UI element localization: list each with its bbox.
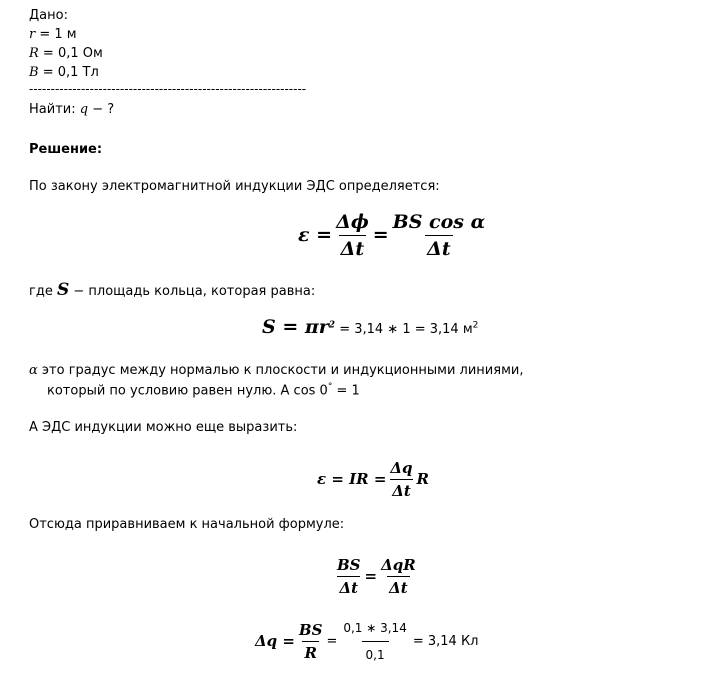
equate-mid: = <box>364 567 378 585</box>
emf-lhs: ε = <box>298 224 333 246</box>
where-a: где <box>29 284 57 299</box>
alpha-symbol: α <box>29 363 38 378</box>
given-B <box>29 65 99 80</box>
emf-mid: = <box>372 224 389 246</box>
emf-ir-den: Δt <box>390 479 413 500</box>
find-line <box>29 102 114 117</box>
emf-num-1: Δϕ <box>336 210 369 233</box>
equate-num-2: ΔqR <box>381 555 416 574</box>
emf-equation <box>298 210 489 260</box>
find-var: q <box>79 102 89 117</box>
given-heading: Дано: <box>29 8 68 23</box>
area-lhs: S = πr <box>262 316 329 338</box>
charge-rhs: = 3,14 Кл <box>412 633 479 649</box>
area-rhs: = 3,14 ∗ 1 = 3,14 м <box>335 322 473 337</box>
alpha-line-2 <box>47 382 360 398</box>
emf-ir-tail: R <box>416 470 430 488</box>
alpha-line-1 <box>29 363 523 378</box>
emf-den-2: Δt <box>425 235 453 260</box>
equate-fraction-2 <box>379 556 418 597</box>
alpha-text-1: это градус между нормалью к плоскости и индукционными линиями, <box>37 363 524 378</box>
intro-text: По закону электромагнитной индукции ЭДС определяется: <box>29 179 440 194</box>
r-value: = 1 м <box>35 27 77 42</box>
charge-num-1: BS <box>298 620 323 639</box>
equate-equation <box>333 551 420 601</box>
alpha-text-2: который по условию равен нулю. А cos 0 <box>47 383 328 399</box>
equate-den-1: Δt <box>337 576 360 597</box>
equate-line: Отсюда приравниваем к начальной формуле: <box>29 517 345 532</box>
area-unit-exp: 2 <box>472 320 479 331</box>
given-separator: ---------------------------------------------------------------- <box>29 82 307 96</box>
where-line <box>29 280 315 300</box>
given-r <box>29 27 77 42</box>
charge-fraction-2 <box>339 621 411 662</box>
charge-fraction-1 <box>297 621 325 662</box>
emf-ir-equation <box>317 454 429 504</box>
alpha-degree: ° <box>327 382 333 392</box>
R-value: = 0,1 Ом <box>38 46 103 61</box>
charge-mid: = <box>326 633 338 649</box>
B-symbol: B <box>29 65 39 80</box>
charge-den-2: 0,1 <box>362 641 389 662</box>
charge-lhs: Δq = <box>255 632 295 650</box>
charge-num-2: 0,1 ∗ 3,14 <box>343 620 407 635</box>
emf-den-1: Δt <box>339 235 367 260</box>
B-value: = 0,1 Тл <box>38 65 99 80</box>
equate-num-1: BS <box>337 555 361 574</box>
emf-num-2: BS cos α <box>392 210 486 233</box>
r-symbol: r <box>29 27 36 42</box>
solution-heading: Решение: <box>29 142 103 157</box>
equate-fraction-1 <box>335 556 363 597</box>
emf-fraction-1 <box>334 211 371 260</box>
emf-ir-num: Δq <box>390 458 413 477</box>
area-equation <box>262 316 478 338</box>
where-S: S <box>56 280 70 300</box>
charge-equation <box>255 614 479 668</box>
emf-line: А ЭДС индукции можно еще выразить: <box>29 420 298 435</box>
emf-ir-fraction <box>388 459 414 500</box>
given-R <box>29 46 103 61</box>
R-symbol: R <box>29 46 39 61</box>
equate-den-2: Δt <box>387 576 410 597</box>
emf-fraction-2 <box>391 211 488 260</box>
alpha-tail: = 1 <box>332 383 360 399</box>
area-exp: 2 <box>328 320 336 331</box>
find-label: Найти: <box>29 102 80 117</box>
find-tail: − ? <box>88 102 115 117</box>
charge-den-1: R <box>302 641 318 662</box>
where-b: − площадь кольца, которая равна: <box>69 284 316 299</box>
emf-ir-lhs: ε = IR = <box>317 470 387 488</box>
